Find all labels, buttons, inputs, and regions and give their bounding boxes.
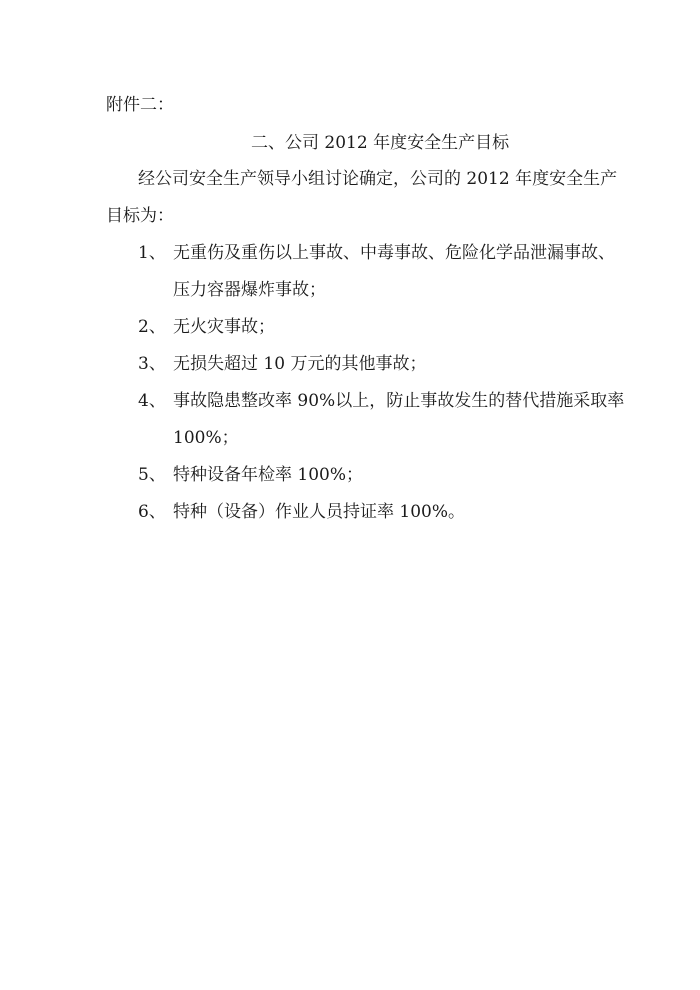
list-item-number: 4、: [138, 391, 166, 411]
intro-paragraph-line-1: 经公司安全生产领导小组讨论确定，公司的 2012 年度安全生产: [138, 169, 618, 189]
document-title: 二、公司 2012 年度安全生产目标: [251, 133, 510, 153]
list-item-text: 无火灾事故；: [173, 317, 275, 337]
list-item-text-continued: 压力容器爆炸事故；: [173, 280, 326, 300]
list-item-number: 1、: [138, 243, 166, 263]
list-item-number: 3、: [138, 354, 166, 374]
list-item-number: 6、: [138, 502, 166, 522]
list-item-text: 事故隐患整改率 90%以上，防止事故发生的替代措施采取率: [173, 391, 625, 411]
list-item-number: 2、: [138, 317, 166, 337]
list-item-text-continued: 100%；: [173, 428, 239, 448]
list-item-text: 特种（设备）作业人员持证率 100%。: [173, 502, 466, 522]
list-item-text: 特种设备年检率 100%；: [173, 465, 364, 485]
list-item-text: 无重伤及重伤以上事故、中毒事故、危险化学品泄漏事故、: [173, 243, 615, 263]
intro-paragraph-line-2: 目标为：: [106, 206, 174, 226]
list-item-text: 无损失超过 10 万元的其他事故；: [173, 354, 427, 374]
annex-label: 附件二：: [106, 95, 174, 115]
list-item-number: 5、: [138, 465, 166, 485]
